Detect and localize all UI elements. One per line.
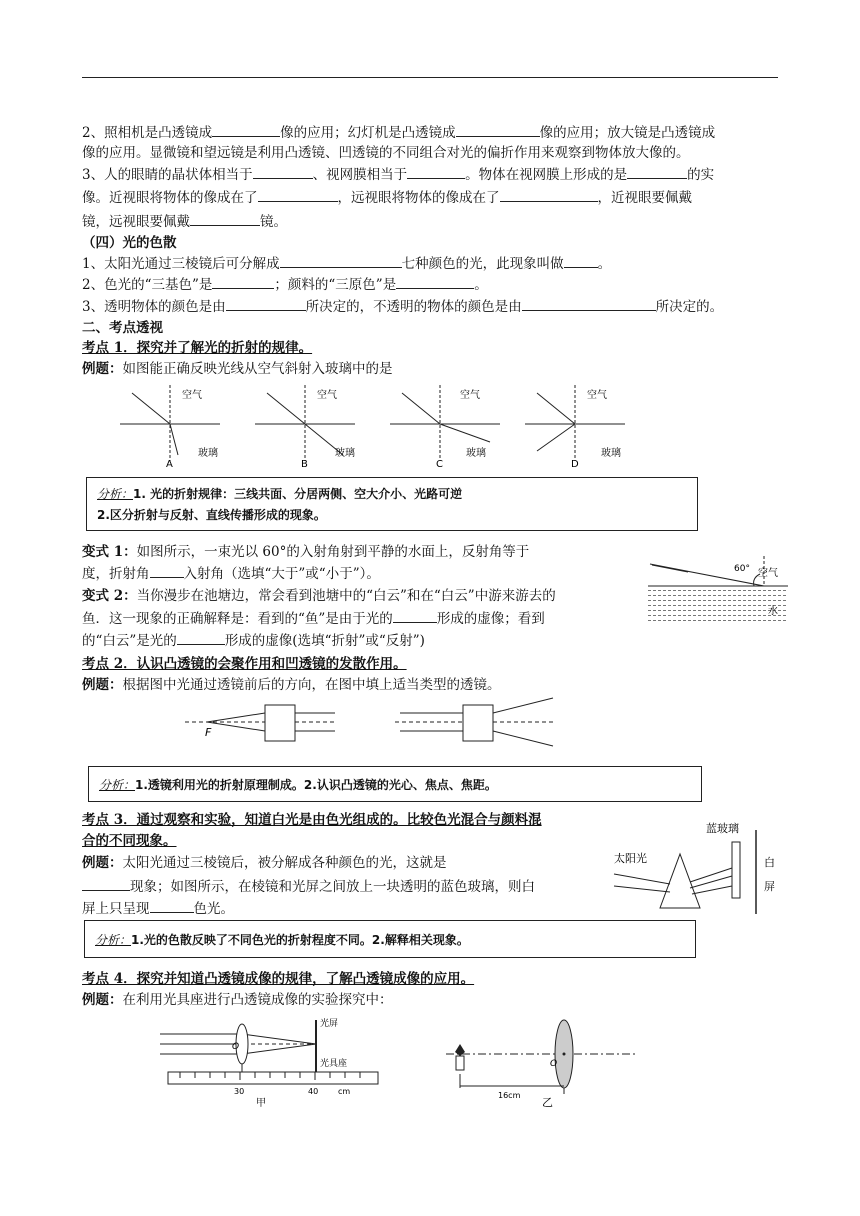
incident-ray: [652, 565, 688, 572]
blank[interactable]: [258, 187, 338, 202]
svg-text:光具座: 光具座: [320, 1059, 348, 1069]
blank[interactable]: [177, 630, 225, 645]
q-eye-line: 3、人的眼睛的晶状体相当于 、视网膜相当于 。物体在视网膜上形成的是 的实: [82, 164, 714, 185]
blank[interactable]: [456, 122, 540, 137]
k1-variant-1: 变式 1：如图所示，一束光以 60°的入射角射到平静的水面上，反射角等于: [82, 544, 530, 560]
q-dispersion-1: 1、太阳光通过三棱镜后可分解成 七种颜色的光，此现象叫做 。: [82, 253, 611, 274]
k1-example: 例题：如图能正确反映光线从空气斜射入玻璃中的是: [82, 361, 393, 377]
k1-analysis-box: 分析：1. 光的折射规律：三线共面、分居两侧、空大介小、光路可逆 2.区分折射与反射、直线传播形成的现象。: [86, 477, 698, 531]
svg-text:空气: 空气: [317, 390, 337, 401]
svg-text:60°: 60°: [734, 564, 750, 574]
blank[interactable]: [627, 164, 687, 179]
k1-variant-2-cont: 鱼．这一现象的正确解释是：看到的“鱼”是由于光的 形成的虚像；看到: [82, 608, 545, 629]
svg-text:白: 白: [764, 856, 775, 869]
blank[interactable]: [212, 122, 280, 137]
svg-text:空气: 空气: [587, 390, 607, 401]
svg-text:cm: cm: [338, 1087, 351, 1096]
option-d-diagram[interactable]: [525, 385, 625, 470]
lens-boxes-figure: [185, 694, 555, 754]
svg-text:玻璃: 玻璃: [198, 448, 218, 459]
blank[interactable]: [253, 164, 313, 179]
q-camera-line: 2、照相机是凸透镜成 像的应用；幻灯机是凸透镜成 像的应用；放大镜是凸透镜成: [82, 122, 715, 143]
k1-variant-2: 变式 2：当你漫步在池塘边，常会看到池塘中的“白云”和在“白云”中游来游去的: [82, 588, 556, 604]
blank[interactable]: [190, 211, 260, 226]
k3-example: 例题：太阳光通过三棱镜后，被分解成各种颜色的光，这就是: [82, 855, 447, 871]
svg-text:A: A: [166, 459, 173, 470]
q-eye-line-2: 像。近视眼将物体的像成在了 ，远视眼将物体的像成在了 ，近视眼要佩戴: [82, 187, 692, 208]
q-camera-line-2: 像的应用。显微镜和望远镜是利用凸透镜、凹透镜的不同组合对光的偏折作用来观察到物体放大像的。: [82, 145, 690, 161]
blank[interactable]: [522, 296, 656, 311]
k2-analysis-box: 分析：1.透镜利用光的折射原理制成。2.认识凸透镜的光心、焦点、焦距。: [88, 766, 702, 802]
prism-figure: [608, 818, 788, 914]
section-heading-dispersion: （四）光的色散: [82, 235, 177, 251]
blank[interactable]: [226, 296, 306, 311]
blank[interactable]: [407, 164, 465, 179]
k1-variant-1-cont: 度，折射角 入射角（选填“大于”或“小于”）。: [82, 563, 380, 584]
blank[interactable]: [212, 274, 274, 289]
svg-text:屏: 屏: [764, 880, 775, 893]
svg-text:D: D: [571, 459, 579, 470]
svg-text:16cm: 16cm: [498, 1091, 521, 1100]
k2-example: 例题：根据图中光通过透镜前后的方向，在图中填上适当类型的透镜。: [82, 677, 501, 693]
svg-text:甲: 甲: [256, 1098, 266, 1109]
blank[interactable]: [564, 253, 598, 268]
bench-rail: [168, 1072, 378, 1084]
k1-variant-2-cont-2: 的“白云”是光的 形成的虚像(选填“折射”或“反射”): [82, 630, 425, 651]
q-dispersion-3: 3、透明物体的颜色是由 所决定的，不透明的物体的颜色是由 所决定的。: [82, 296, 723, 317]
section-heading-focus: 二、考点透视: [82, 320, 163, 336]
blank[interactable]: [500, 187, 598, 202]
svg-text:空气: 空气: [460, 390, 480, 401]
blue-glass: [732, 842, 740, 898]
blank[interactable]: [280, 253, 402, 268]
svg-text:O: O: [232, 1042, 240, 1052]
lens-box-right[interactable]: [463, 705, 493, 741]
water-surface-figure: [648, 548, 788, 626]
svg-text:乙: 乙: [542, 1096, 553, 1109]
lens-distance-figure: [446, 1018, 636, 1109]
candle-icon: [455, 1044, 465, 1070]
svg-text:30: 30: [234, 1087, 245, 1096]
lens-box-left[interactable]: [265, 705, 295, 741]
refraction-options-figure: [120, 385, 630, 470]
svg-text:空气: 空气: [758, 568, 778, 579]
optical-bench-figure: [160, 1014, 390, 1109]
k3-example-cont-2: 屏上只呈现 色光。: [82, 898, 234, 919]
blank[interactable]: [150, 898, 194, 913]
k3-title-2: 合的不同现象。: [82, 833, 177, 849]
header-rule: [82, 77, 778, 78]
q-eye-line-3: 镜，远视眼要佩戴 镜。: [82, 211, 287, 232]
k3-title: 考点 3．通过观察和实验，知道白光是由色光组成的。比较色光混合与颜料混: [82, 812, 542, 828]
svg-text:空气: 空气: [182, 390, 202, 401]
blank[interactable]: [396, 274, 474, 289]
k3-example-cont: 现象；如图所示，在棱镜和光屏之间放上一块透明的蓝色玻璃，则白: [82, 876, 535, 897]
blank[interactable]: [82, 876, 130, 891]
svg-text:蓝玻璃: 蓝玻璃: [706, 822, 739, 835]
svg-text:水: 水: [768, 606, 778, 617]
svg-text:太阳光: 太阳光: [614, 852, 647, 865]
k3-analysis-box: 分析：1.光的色散反映了不同色光的折射程度不同。2.解释相关现象。: [84, 920, 696, 958]
q-dispersion-2: 2、色光的“三基色”是 ；颜料的“三原色”是 。: [82, 274, 488, 295]
svg-text:B: B: [301, 459, 308, 470]
k1-title: 考点 1．探究并了解光的折射的规律。: [82, 340, 313, 356]
option-b-diagram[interactable]: [255, 385, 355, 470]
option-c-diagram[interactable]: [390, 385, 500, 470]
svg-text:F: F: [205, 726, 212, 739]
k4-title: 考点 4．探究并知道凸透镜成像的规律，了解凸透镜成像的应用。: [82, 971, 475, 987]
blank[interactable]: [150, 563, 184, 578]
k4-example: 例题：在利用光具座进行凸透镜成像的实验探究中：: [82, 992, 393, 1008]
svg-text:40: 40: [308, 1087, 319, 1096]
svg-text:O: O: [550, 1059, 558, 1069]
svg-text:玻璃: 玻璃: [335, 448, 355, 459]
water-hatch: [648, 588, 788, 624]
blank[interactable]: [393, 608, 437, 623]
svg-text:玻璃: 玻璃: [466, 448, 486, 459]
svg-text:玻璃: 玻璃: [601, 448, 621, 459]
k2-title: 考点 2．认识凸透镜的会聚作用和凹透镜的发散作用。: [82, 656, 407, 672]
svg-text:光屏: 光屏: [320, 1019, 339, 1029]
svg-text:C: C: [436, 459, 443, 470]
option-a-diagram[interactable]: [120, 385, 220, 470]
